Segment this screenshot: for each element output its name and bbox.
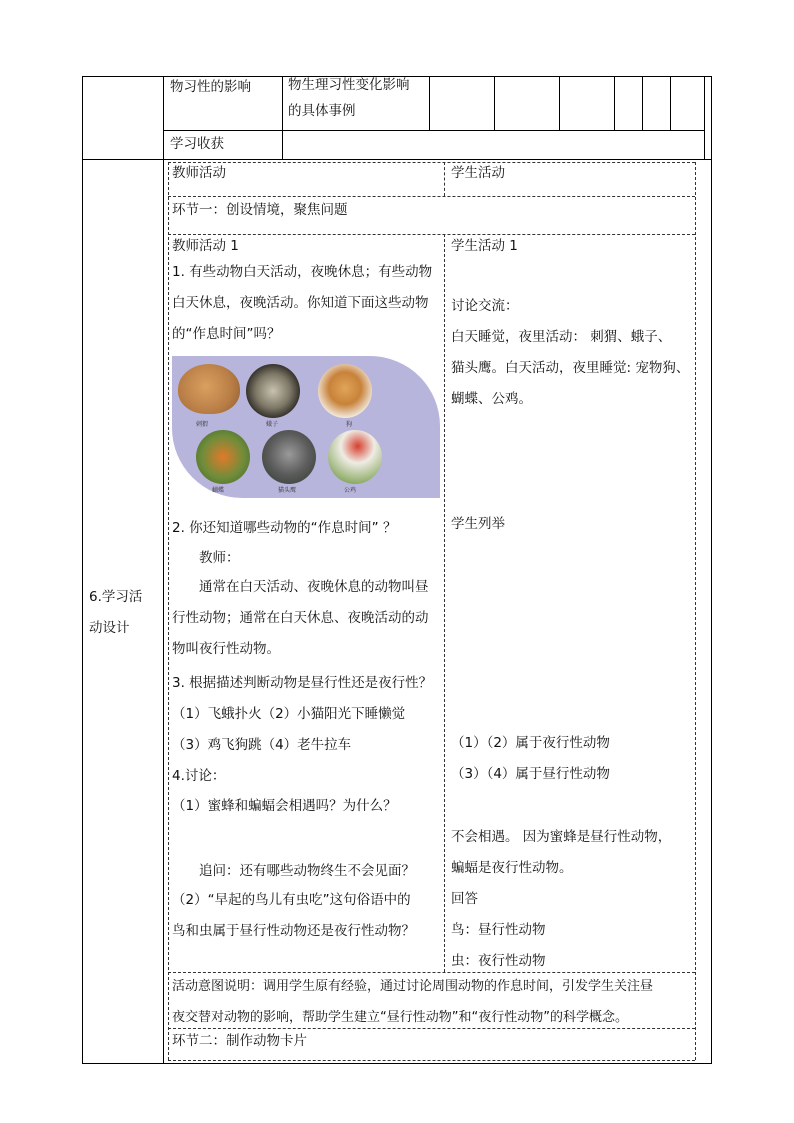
stage-two-title: 环节二：制作动物卡片 [172, 1033, 307, 1049]
section-label: 6.学习活 动设计 [89, 589, 143, 636]
caption-dog: 狗 [346, 421, 353, 428]
moth-image [246, 364, 300, 418]
hedgehog-image [178, 364, 240, 414]
rooster-image [328, 430, 382, 484]
answer-block: 回答 鸟：昼行性动物 虫：夜行性动物 [451, 891, 546, 969]
question-4-1: （1）蜜蜂和蝙蝠会相遇吗？为什么？ [172, 798, 397, 814]
definition: 通常在白天活动、夜晚休息的动物叫昼 行性动物；通常在白天休息、夜晚活动的动 物叫夜行性动物。 [172, 579, 429, 657]
caption-rooster: 公鸡 [344, 487, 357, 494]
dog-image [318, 364, 372, 418]
caption-butterfly: 蝴蝶 [212, 487, 225, 494]
student-list: 学生列举 [451, 516, 505, 532]
question-4-title: 4.讨论： [172, 768, 226, 784]
caption-owl: 猫头鹰 [278, 487, 297, 494]
student-activity-1-title: 学生活动 1 [451, 238, 518, 254]
cell-learning-gain: 学习收获 [170, 136, 224, 152]
owl-image [262, 430, 316, 484]
caption-hedgehog: 刺猬 [196, 421, 209, 428]
question-4-answer: 不会相遇。 因为蜜蜂是昼行性动物， 蝙蝠是夜行性动物。 [451, 829, 672, 876]
caption-moth: 蛾子 [266, 421, 279, 428]
follow-up-question: 追问：还有哪些动物终生不会见面？ [199, 863, 415, 879]
question-3-answers: （1）（2）属于夜行性动物 （3）（4）属于昼行性动物 [451, 735, 610, 782]
teacher-activity-header: 教师活动 [172, 165, 226, 181]
question-2: 2. 你还知道哪些动物的“作息时间” ？ [172, 520, 397, 536]
activity-intent: 活动意图说明：调用学生原有经验，通过讨论周围动物的作息时间，引发学生关注昼 夜交替对动物的影响，帮助学生建立“昼行性动物”和“夜行性动物”的科学概念。 [172, 979, 654, 1025]
stage-one-title: 环节一：创设情境，聚焦问题 [172, 202, 348, 218]
question-1: 1. 有些动物白天活动，夜晚休息；有些动物 白天休息，夜晚活动。你知道下面这些动物 的“作息时间”吗？ [172, 264, 433, 342]
butterfly-image [196, 430, 250, 484]
teacher-label: 教师： [199, 550, 240, 566]
cell-examples: 物生理习性变化影响 的具体事例 [288, 77, 410, 119]
question-3: 3. 根据描述判断动物是昼行性还是夜行性？ （1）飞蛾扑火（2）小猫阳光下睡懒觉 （3）鸡飞狗跳（4）老牛拉车 [172, 675, 433, 753]
cell-habit-impact: 物习性的影响 [170, 79, 251, 95]
student-discussion: 讨论交流： 白天睡觉，夜里活动： 刺猬、蛾子、 猫头鹰。白天活动，夜里睡觉: 宠物狗、 蝴蝶、公鸡。 [451, 298, 690, 407]
teacher-activity-1-title: 教师活动 1 [172, 238, 239, 254]
student-activity-header: 学生活动 [451, 165, 505, 181]
question-4-2: （2）“早起的鸟儿有虫吃”这句俗语中的 鸟和虫属于昼行性动物还是夜行性动物？ [172, 892, 415, 939]
